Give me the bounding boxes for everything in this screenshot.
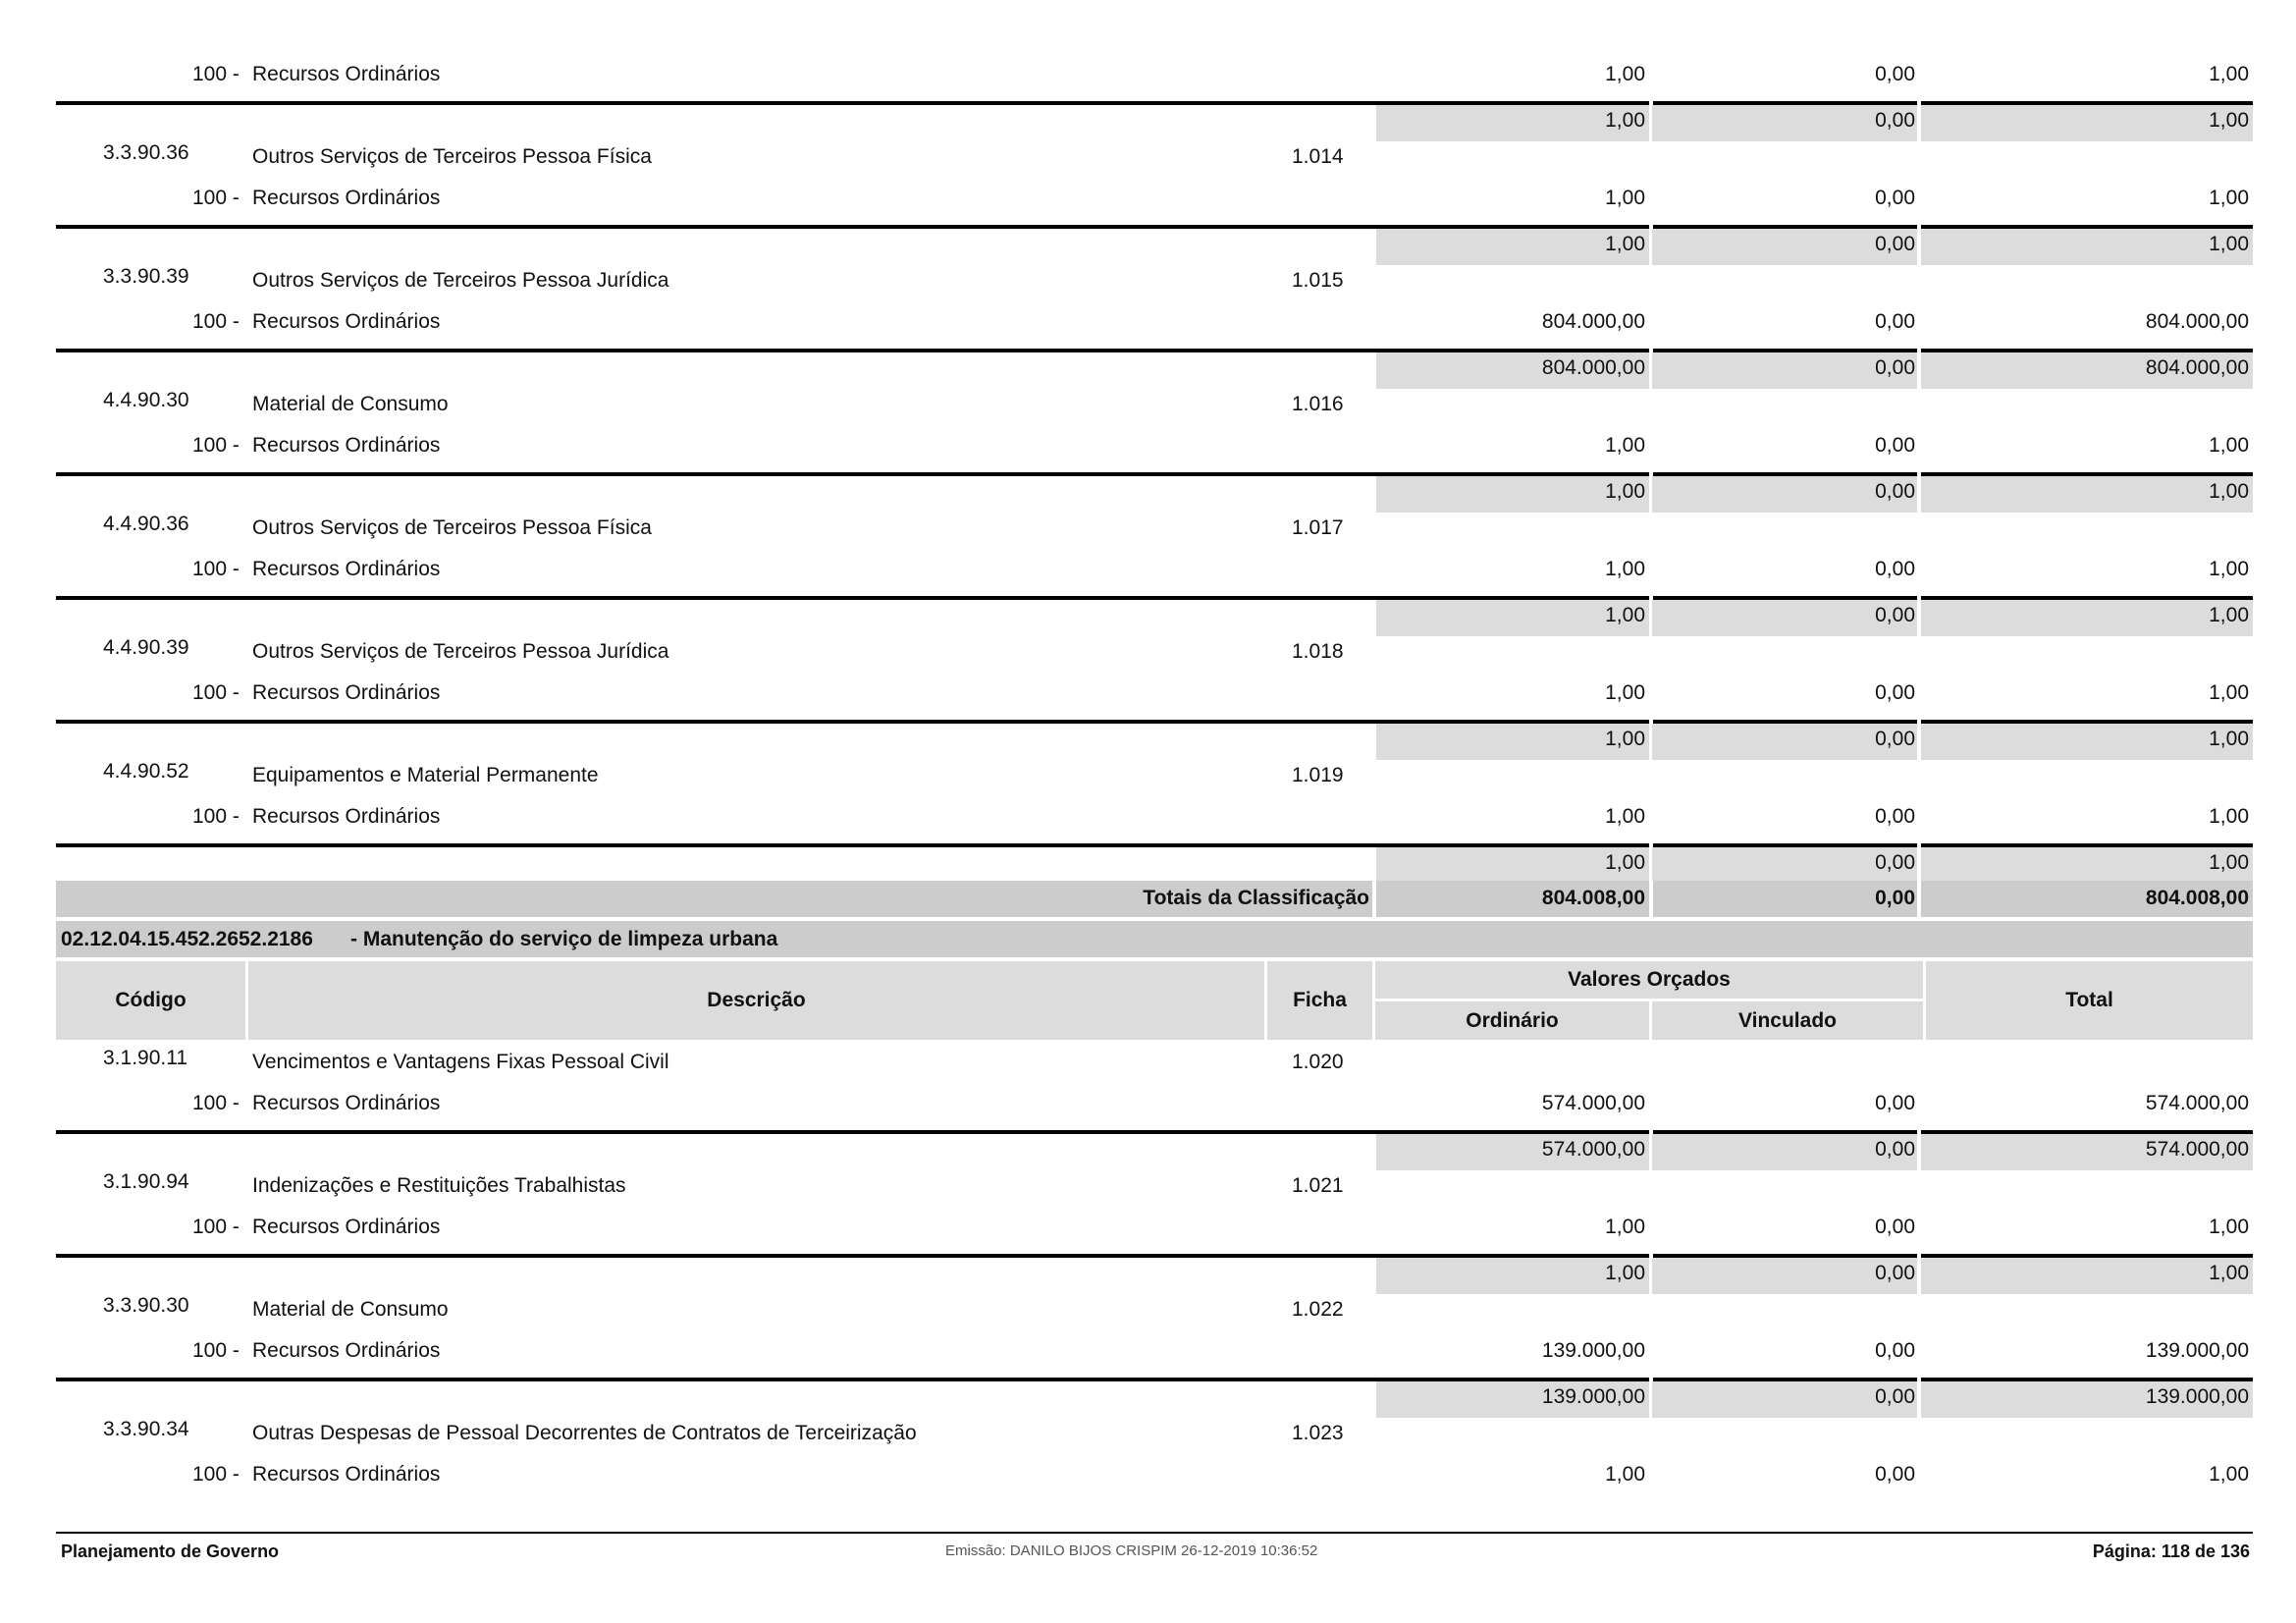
subtotal-total: 1,00 bbox=[2209, 728, 2249, 750]
value-ordinario: 1,00 bbox=[1605, 187, 1645, 209]
value-ordinario: 1,00 bbox=[1605, 681, 1645, 704]
subtotal-total: 1,00 bbox=[2209, 233, 2249, 255]
subtotal-ordinario: 574.000,00 bbox=[1541, 1138, 1645, 1161]
subtotal-ordinario: 1,00 bbox=[1605, 233, 1645, 255]
totals-ordinario: 804.008,00 bbox=[1541, 887, 1645, 909]
subtotal-total: 1,00 bbox=[2209, 1262, 2249, 1284]
value-ordinario: 1,00 bbox=[1605, 1216, 1645, 1238]
subtotal-ordinario: 804.000,00 bbox=[1541, 356, 1645, 379]
value-total: 1,00 bbox=[2209, 63, 2249, 85]
subtotal-vinculado: 0,00 bbox=[1875, 728, 1915, 750]
subtotal-ordinario: 1,00 bbox=[1605, 851, 1645, 874]
value-vinculado: 0,00 bbox=[1875, 187, 1915, 209]
subtotal-vinculado: 0,00 bbox=[1875, 851, 1915, 874]
expense-description: Equipamentos e Material Permanente bbox=[252, 764, 599, 786]
fonte-code: 100 - bbox=[192, 434, 240, 457]
subtotal-vinculado: 0,00 bbox=[1875, 233, 1915, 255]
expense-code: 3.3.90.36 bbox=[103, 141, 189, 164]
value-ordinario: 1,00 bbox=[1605, 805, 1645, 828]
value-vinculado: 0,00 bbox=[1875, 434, 1915, 457]
subtotal-total: 804.000,00 bbox=[2145, 356, 2249, 379]
subtotal-ordinario: 1,00 bbox=[1605, 728, 1645, 750]
totals-vinculado: 0,00 bbox=[1875, 887, 1915, 909]
header-ficha: Ficha bbox=[1267, 961, 1372, 1040]
subtotal-vinculado: 0,00 bbox=[1875, 604, 1915, 626]
subtotal-total: 1,00 bbox=[2209, 604, 2249, 626]
value-vinculado: 0,00 bbox=[1875, 805, 1915, 828]
value-total: 574.000,00 bbox=[2145, 1092, 2249, 1114]
ficha-number: 1.019 bbox=[1292, 764, 1344, 786]
fonte-description: Recursos Ordinários bbox=[252, 187, 441, 209]
subtotal-vinculado: 0,00 bbox=[1875, 109, 1915, 132]
value-ordinario: 1,00 bbox=[1605, 434, 1645, 457]
subtotal-total: 1,00 bbox=[2209, 851, 2249, 874]
header-codigo: Código bbox=[56, 961, 245, 1040]
fonte-code: 100 - bbox=[192, 558, 240, 580]
value-total: 1,00 bbox=[2209, 1216, 2249, 1238]
fonte-code: 100 - bbox=[192, 681, 240, 704]
ficha-number: 1.023 bbox=[1292, 1422, 1344, 1444]
expense-code: 3.3.90.34 bbox=[103, 1418, 189, 1440]
fonte-code: 100 - bbox=[192, 310, 240, 333]
expense-description: Outros Serviços de Terceiros Pessoa Jurídica bbox=[252, 640, 669, 663]
ficha-number: 1.016 bbox=[1292, 393, 1344, 415]
expense-description: Vencimentos e Vantagens Fixas Pessoal Civil bbox=[252, 1051, 669, 1073]
subtotal-ordinario: 1,00 bbox=[1605, 604, 1645, 626]
footer-page-number: Página: 118 de 136 bbox=[2092, 1542, 2250, 1561]
value-ordinario: 139.000,00 bbox=[1541, 1339, 1645, 1362]
expense-code: 3.1.90.94 bbox=[103, 1170, 189, 1193]
value-vinculado: 0,00 bbox=[1875, 310, 1915, 333]
footer-divider bbox=[56, 1532, 2253, 1534]
value-total: 1,00 bbox=[2209, 1463, 2249, 1486]
fonte-description: Recursos Ordinários bbox=[252, 805, 441, 828]
ficha-number: 1.022 bbox=[1292, 1298, 1344, 1321]
value-vinculado: 0,00 bbox=[1875, 558, 1915, 580]
value-ordinario: 574.000,00 bbox=[1541, 1092, 1645, 1114]
fonte-code: 100 - bbox=[192, 805, 240, 828]
fonte-code: 100 - bbox=[192, 187, 240, 209]
value-vinculado: 0,00 bbox=[1875, 1216, 1915, 1238]
value-vinculado: 0,00 bbox=[1875, 1339, 1915, 1362]
subtotal-vinculado: 0,00 bbox=[1875, 1262, 1915, 1284]
value-vinculado: 0,00 bbox=[1875, 1463, 1915, 1486]
header-ordinario: Ordinário bbox=[1375, 1001, 1649, 1040]
expense-description: Outros Serviços de Terceiros Pessoa Física bbox=[252, 145, 652, 168]
subtotal-ordinario: 1,00 bbox=[1605, 480, 1645, 503]
header-valores-orcados: Valores Orçados bbox=[1375, 961, 1923, 999]
fonte-description: Recursos Ordinários bbox=[252, 681, 441, 704]
fonte-code: 100 - bbox=[192, 1463, 240, 1486]
value-total: 1,00 bbox=[2209, 558, 2249, 580]
fonte-description: Recursos Ordinários bbox=[252, 434, 441, 457]
expense-description: Material de Consumo bbox=[252, 393, 449, 415]
fonte-description: Recursos Ordinários bbox=[252, 1216, 441, 1238]
value-vinculado: 0,00 bbox=[1875, 1092, 1915, 1114]
header-total: Total bbox=[1926, 961, 2253, 1040]
ficha-number: 1.017 bbox=[1292, 516, 1344, 539]
value-ordinario: 804.000,00 bbox=[1541, 310, 1645, 333]
expense-description: Outras Despesas de Pessoal Decorrentes de Contratos de Terceirização bbox=[252, 1422, 917, 1444]
value-vinculado: 0,00 bbox=[1875, 63, 1915, 85]
fonte-code: 100 - bbox=[192, 1216, 240, 1238]
subtotal-vinculado: 0,00 bbox=[1875, 1138, 1915, 1161]
ficha-number: 1.018 bbox=[1292, 640, 1344, 663]
value-total: 804.000,00 bbox=[2145, 310, 2249, 333]
expense-code: 3.1.90.11 bbox=[103, 1047, 188, 1069]
value-total: 1,00 bbox=[2209, 187, 2249, 209]
subtotal-total: 139.000,00 bbox=[2145, 1385, 2249, 1408]
classification-title: - Manutenção do serviço de limpeza urbana bbox=[350, 928, 778, 950]
value-total: 1,00 bbox=[2209, 681, 2249, 704]
subtotal-ordinario: 1,00 bbox=[1605, 1262, 1645, 1284]
fonte-description: Recursos Ordinários bbox=[252, 310, 441, 333]
expense-code: 4.4.90.30 bbox=[103, 389, 189, 411]
subtotal-vinculado: 0,00 bbox=[1875, 356, 1915, 379]
ficha-number: 1.014 bbox=[1292, 145, 1344, 168]
ficha-number: 1.015 bbox=[1292, 269, 1344, 292]
expense-code: 4.4.90.39 bbox=[103, 636, 189, 659]
classification-code: 02.12.04.15.452.2652.2186 bbox=[61, 928, 313, 950]
fonte-description: Recursos Ordinários bbox=[252, 63, 441, 85]
subtotal-vinculado: 0,00 bbox=[1875, 1385, 1915, 1408]
fonte-code: 100 - bbox=[192, 1092, 240, 1114]
fonte-code: 100 - bbox=[192, 63, 240, 85]
totals-total: 804.008,00 bbox=[2145, 887, 2249, 909]
header-vinculado: Vinculado bbox=[1652, 1001, 1923, 1040]
expense-code: 3.3.90.39 bbox=[103, 265, 189, 288]
expense-code: 4.4.90.36 bbox=[103, 513, 189, 535]
footer-left: Planejamento de Governo bbox=[61, 1542, 280, 1561]
header-descricao: Descrição bbox=[248, 961, 1264, 1040]
expense-description: Outros Serviços de Terceiros Pessoa Jurídica bbox=[252, 269, 669, 292]
expense-description: Outros Serviços de Terceiros Pessoa Física bbox=[252, 516, 652, 539]
value-ordinario: 1,00 bbox=[1605, 63, 1645, 85]
fonte-description: Recursos Ordinários bbox=[252, 1092, 441, 1114]
value-total: 1,00 bbox=[2209, 434, 2249, 457]
subtotal-ordinario: 1,00 bbox=[1605, 109, 1645, 132]
totals-label: Totais da Classificação bbox=[1143, 887, 1369, 909]
fonte-description: Recursos Ordinários bbox=[252, 1463, 441, 1486]
ficha-number: 1.021 bbox=[1292, 1174, 1344, 1197]
subtotal-total: 1,00 bbox=[2209, 480, 2249, 503]
value-total: 1,00 bbox=[2209, 805, 2249, 828]
subtotal-total: 1,00 bbox=[2209, 109, 2249, 132]
subtotal-vinculado: 0,00 bbox=[1875, 480, 1915, 503]
expense-code: 4.4.90.52 bbox=[103, 760, 189, 783]
value-ordinario: 1,00 bbox=[1605, 558, 1645, 580]
expense-description: Indenizações e Restituições Trabalhistas bbox=[252, 1174, 626, 1197]
value-ordinario: 1,00 bbox=[1605, 1463, 1645, 1486]
expense-code: 3.3.90.30 bbox=[103, 1294, 189, 1317]
value-vinculado: 0,00 bbox=[1875, 681, 1915, 704]
expense-description: Material de Consumo bbox=[252, 1298, 449, 1321]
subtotal-ordinario: 139.000,00 bbox=[1541, 1385, 1645, 1408]
ficha-number: 1.020 bbox=[1292, 1051, 1344, 1073]
footer-emissao: Emissão: DANILO BIJOS CRISPIM 26-12-2019 10:36:52 bbox=[945, 1542, 1318, 1559]
fonte-description: Recursos Ordinários bbox=[252, 1339, 441, 1362]
fonte-code: 100 - bbox=[192, 1339, 240, 1362]
fonte-description: Recursos Ordinários bbox=[252, 558, 441, 580]
subtotal-total: 574.000,00 bbox=[2145, 1138, 2249, 1161]
value-total: 139.000,00 bbox=[2145, 1339, 2249, 1362]
